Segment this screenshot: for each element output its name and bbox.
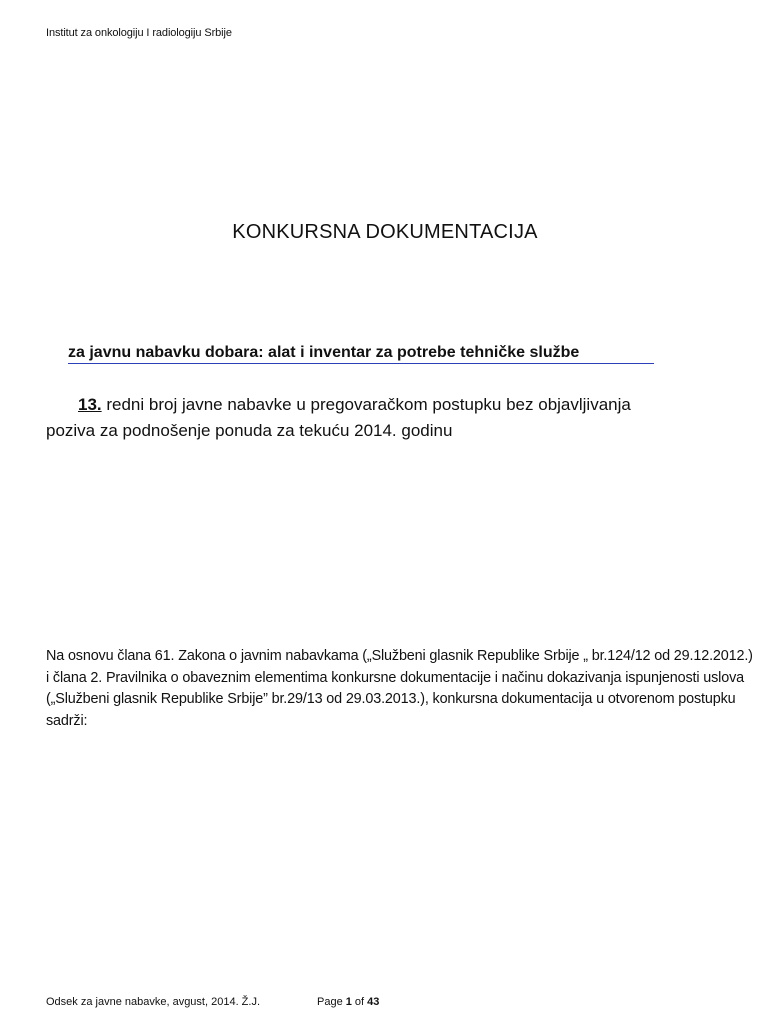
legal-basis-paragraph: Na osnovu člana 61. Zakona o javnim nabavkama („Službeni glasnik Republike Srbije „ br.124/12 od 29.12.2012.) i člana 2. Pravilnika o obaveznim elementima konkursne dokumentacije i načinu dokazivanja ispunjenosti uslova („Službeni glasnik Republike Srbije” br.29/13 od 29.03.2013.), konkursna dokumentacija u otvorenom postupku sadrži: bbox=[46, 648, 753, 729]
document-title: KONKURSNA DOKUMENTACIJA bbox=[232, 221, 538, 243]
footer-department: Odsek za javne nabavke, avgust, 2014. Ž.J. bbox=[46, 996, 261, 1008]
page-total: 43 bbox=[367, 996, 380, 1008]
procurement-number: 13. bbox=[78, 395, 102, 414]
procurement-subject: za javnu nabavku dobara: alat i inventar za potrebe tehničke službe bbox=[68, 343, 654, 364]
page-separator: of bbox=[351, 996, 368, 1008]
procurement-text: redni broj javne nabavke u pregovaračkom postupku bez objavljivanja poziva za podnošenje ponuda za tekuću 2014. godinu bbox=[46, 395, 631, 440]
footer-page-number bbox=[317, 996, 379, 1008]
page-current: 1 bbox=[345, 996, 352, 1008]
page-prefix: Page bbox=[317, 996, 346, 1008]
page-header: Institut za onkologiju I radiologiju Srbije bbox=[46, 27, 232, 39]
procurement-description bbox=[46, 392, 666, 444]
